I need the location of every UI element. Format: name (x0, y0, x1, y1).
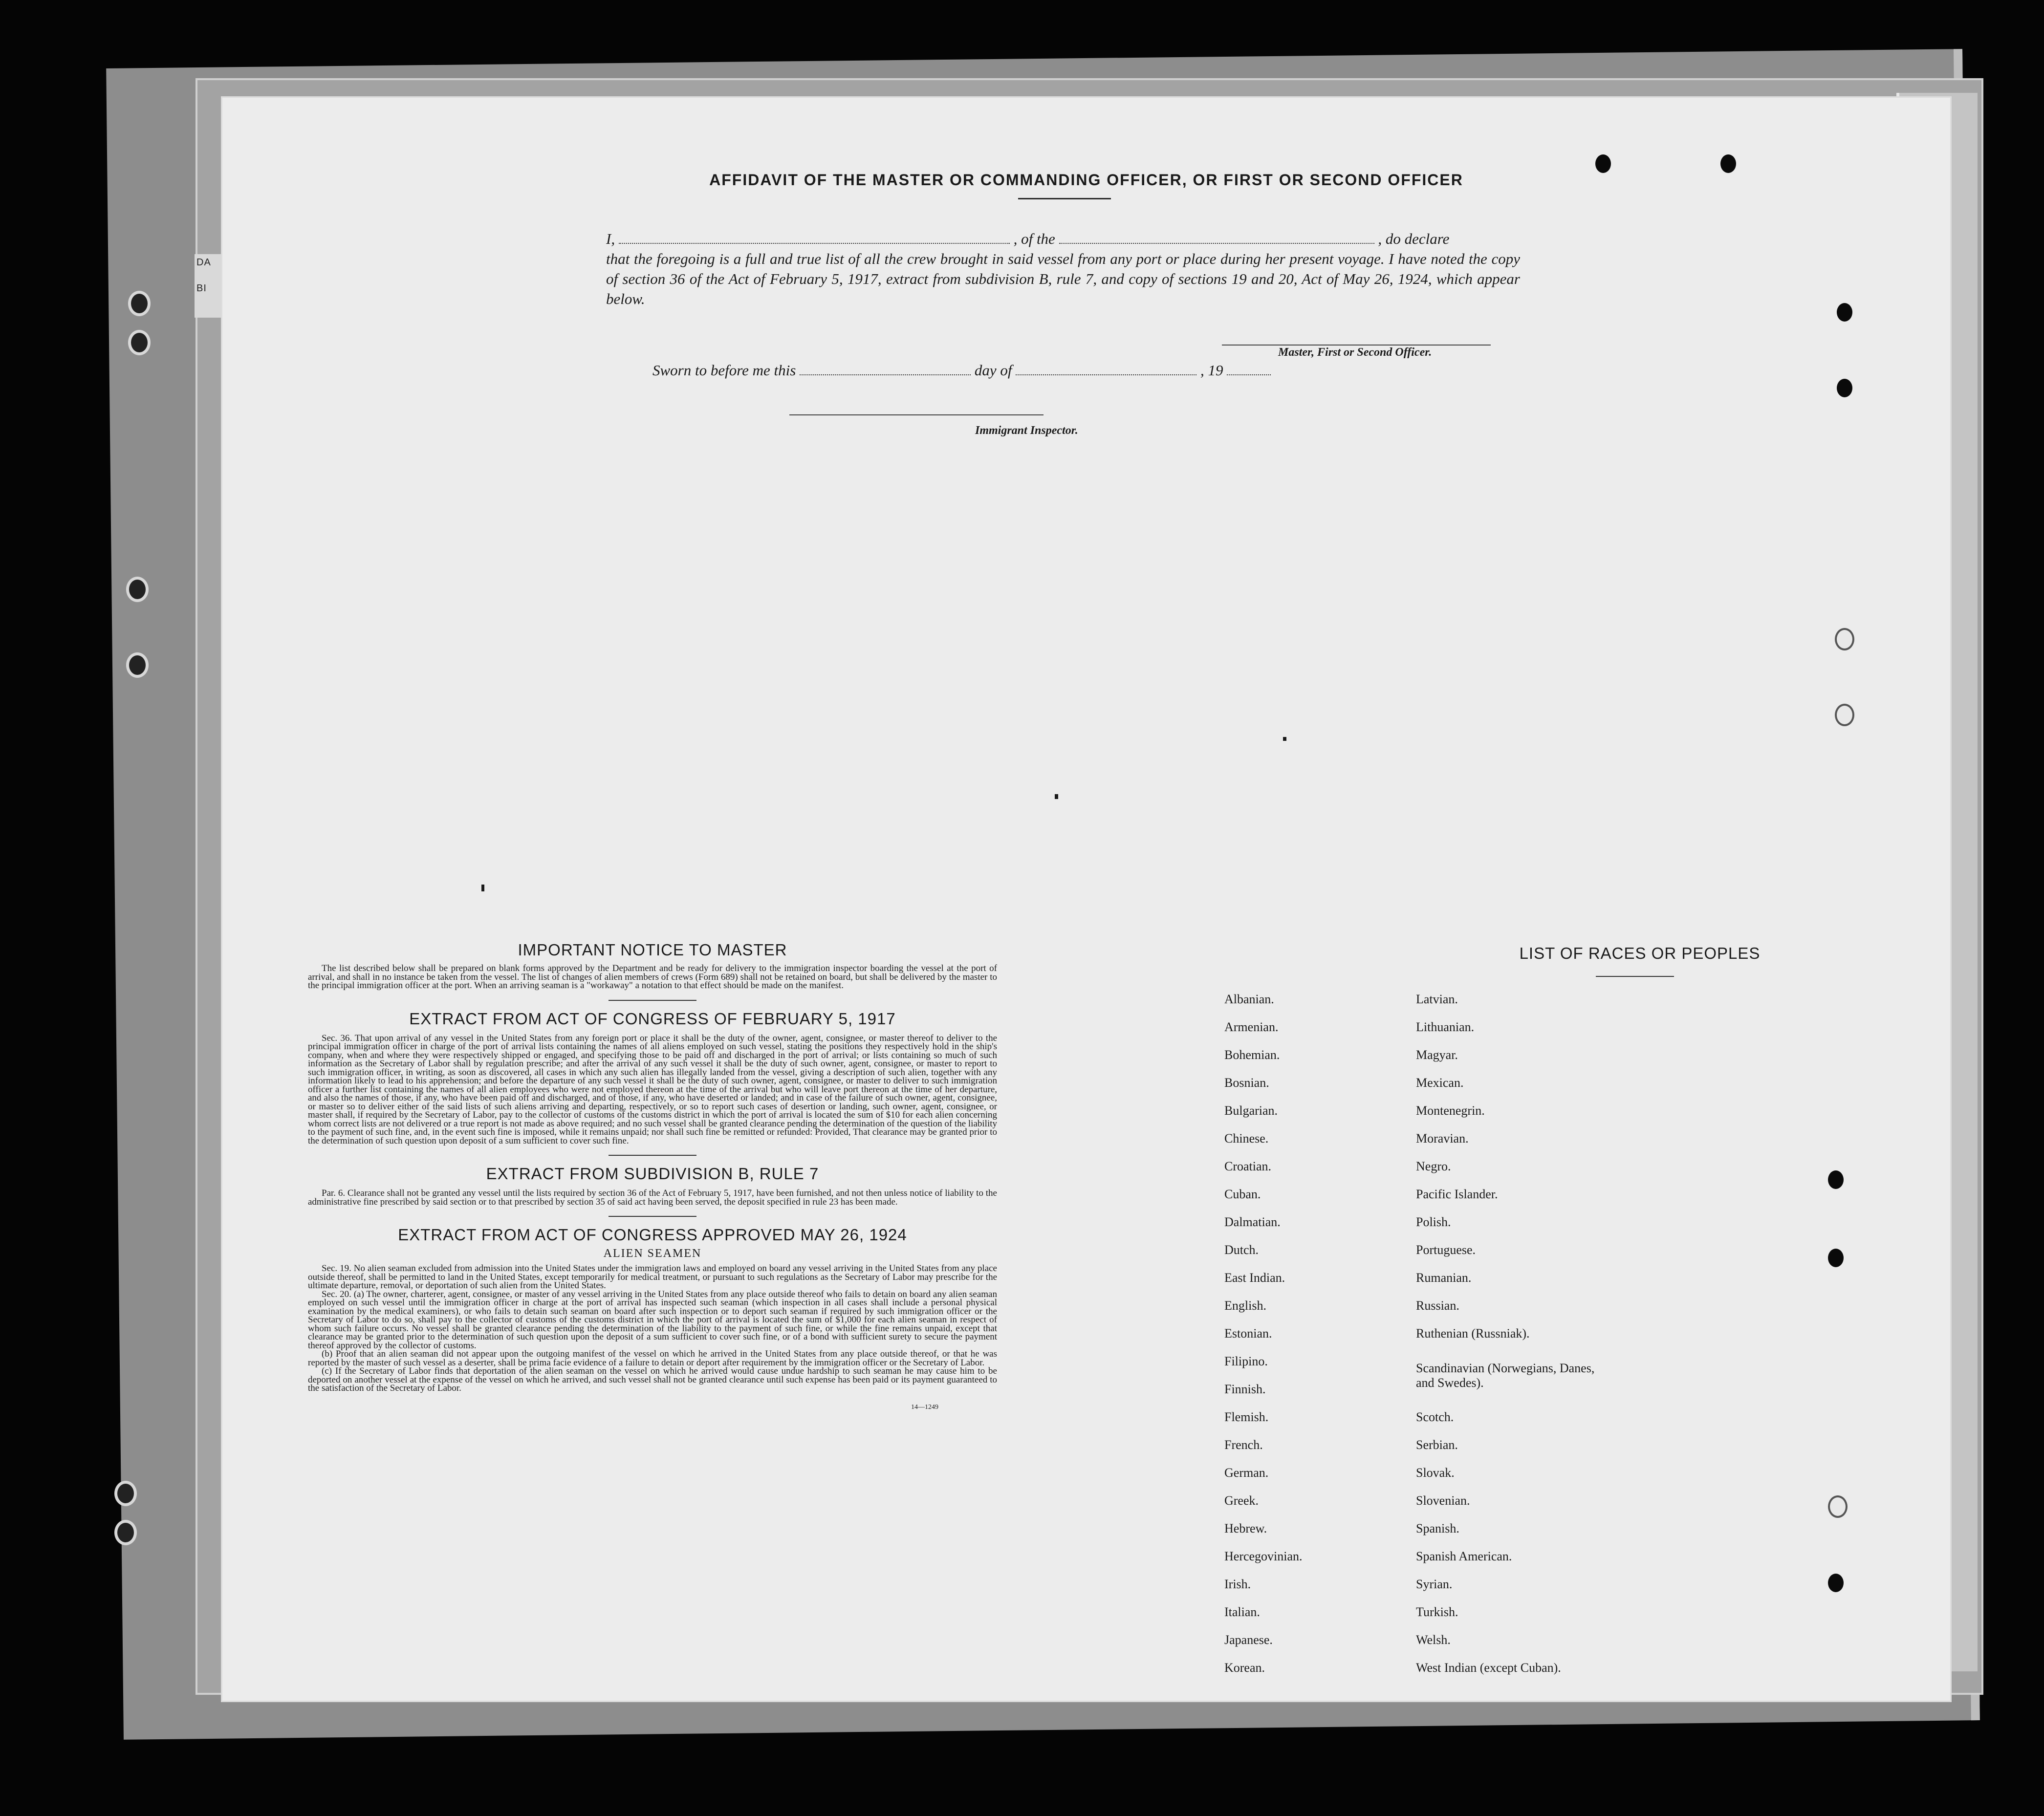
sec20a-text: Sec. 20. (a) The owner, charterer, agent, consignee, or master of any vessel arriving in the United States from any place outside thereof who fails to detain on board any alien seaman employed on such vessel until the immigration officer in charge at the port of arrival has inspected such seaman (which inspection in all cases shall include a personal physical examination by the medical examiners), or who fails to detain such seaman on board after such inspection or to deport such seaman if required by such immigration officer or the Secretary of Labor to do so, shall pay to the collector of customs of the customs district in which the port of arrival is located the sum of $1,000 for each alien seaman in respect of whom such failure occurs. No vessel shall be granted clearance pending the determination of the liability to the payment of such fine, or while the fine remains unpaid, except that clearance may be granted prior to the determination of such question upon the deposit of a sum sufficient to cover such fine, or of a bond with sufficient surety to secure the payment thereof approved by the collector of customs. (308, 1289, 997, 1351)
race-right: Slovenian. (1416, 1493, 1470, 1508)
race-left: Hercegovinian. (1224, 1549, 1303, 1563)
race-right: Welsh. (1416, 1633, 1451, 1647)
year-prefix: , 19 (1200, 362, 1223, 379)
race-right: Serbian. (1416, 1438, 1458, 1452)
race-left: German. (1224, 1466, 1269, 1480)
declare-label: , do declare (1378, 230, 1450, 247)
binding-hole (1835, 628, 1854, 650)
binding-hole (128, 330, 151, 355)
race-left: Armenian. (1224, 1020, 1279, 1034)
race-left: Chinese. (1224, 1131, 1269, 1146)
sworn-text: Sworn to before me this (652, 362, 796, 379)
race-left: Finnish. (1224, 1382, 1266, 1396)
race-left: Dalmatian. (1224, 1215, 1281, 1229)
title-rule (1018, 198, 1111, 199)
race-left: Croatian. (1224, 1159, 1272, 1173)
binding-hole (114, 1520, 137, 1545)
race-right: Portuguese. (1416, 1243, 1476, 1257)
binding-hole (1837, 303, 1852, 322)
rule7-text: Par. 6. Clearance shall not be granted any vessel until the lists required by section 36 of the Act of February 5, 1917, have been furnished, and not then unless notice of liability to the administrative fine prescribed by said section or to that prescribed by section 35 of said act having been served, the deposit specified in rule 23 has been made. (308, 1188, 997, 1207)
races-title: LIST OF RACES OR PEOPLES (1519, 944, 1761, 962)
section-rule (609, 1000, 696, 1001)
binding-hole (128, 291, 151, 316)
race-right: Negro. (1416, 1159, 1451, 1173)
binding-hole (126, 577, 149, 602)
sec20b-text: (b) Proof that an alien seaman did not appear upon the outgoing manifest of the vessel on which he arrived in the United States from any place outside thereof, or that he was reported by the master of such vessel as a deserter, shall be prima facie evidence of a failure to detain or deport after requirement by the immigration officer or the Secretary of Labor. (308, 1349, 997, 1368)
sec20c-text: (c) If the Secretary of Labor finds that deportation of the alien seaman on the vessel on which he arrived would cause undue hardship to such seaman he may cause him to be deported on another vessel at the expense of the vessel on which he arrived, and such vessel shall not be granted clearance until such expense has been paid or its payment guaranteed to the satisfaction of the Secretary of Labor. (308, 1366, 997, 1393)
notice-text: The list described below shall be prepared on blank forms approved by the Department and be ready for delivery to the immigration inspector boarding the vessel at the port of arrival, and shall in no instance be taken from the vessel. The list of changes of alien members of crews (Form 689) shall not be retained on board, but shall be delivered by the master to the principal immigration officer at the port. When an arriving seaman is a "workaway" a notation to that effect should be made on the manifest. (308, 963, 997, 991)
race-left: Hebrew. (1224, 1521, 1267, 1535)
affidavit-title: AFFIDAVIT OF THE MASTER OR COMMANDING OFFICER, OR FIRST OR SECOND OFFICER (709, 171, 1463, 189)
master-signature-label: Master, First or Second Officer. (1278, 346, 1432, 359)
sworn-year-blank[interactable] (1227, 374, 1271, 375)
race-left: Japanese. (1224, 1633, 1273, 1647)
race-left: Italian. (1224, 1605, 1260, 1619)
race-right: Slovak. (1416, 1466, 1455, 1480)
race-right: Latvian. (1416, 992, 1458, 1006)
section-rule (609, 1216, 696, 1217)
sworn-month-blank[interactable] (1016, 374, 1196, 375)
extract-1917-title: EXTRACT FROM ACT OF CONGRESS OF FEBRUARY 5, 1917 (409, 1009, 896, 1028)
race-right: Russian. (1416, 1298, 1459, 1313)
vessel-blank[interactable] (1059, 243, 1374, 244)
race-right: Turkish. (1416, 1605, 1458, 1619)
race-right: Spanish. (1416, 1521, 1459, 1535)
races-title-rule (1596, 976, 1674, 977)
race-right: West Indian (except Cuban). (1416, 1661, 1561, 1675)
binding-hole (1595, 154, 1611, 173)
extract-1917-text: Sec. 36. That upon arrival of any vessel in the United States from any foreign port or place it shall be the duty of the owner, agent, consignee, or master thereof to deliver to the principal immigration officer in charge of the port of arrival lists containing the names of all aliens employed on such vessel, stating the positions they respectively hold in the ship's company, when and where they were respectively shipped or engaged, and specifying those to be paid off and discharged in the port of arrival; or lists containing so much of such information as the Secretary of Labor shall by regulation prescribe; and after the arrival of any such vessel it shall be the duty of such owner, agent, consignee, or master to report to such immigration officer, in writing, as soon as discovered, all cases in which any such alien has illegally landed from the vessel, giving a description of such alien, together with any information likely to lead to his apprehension; and before the departure of any such vessel it shall be the duty of such owner, agent, consignee, or master to deliver to such immigration officer a further list containing the names of all alien employees who were not employed thereon at the time of the arrival but who will leave port thereon at the time of her departure, and also the names of those, if any, who have been paid off and discharged, and of those, if any, who have deserted or landed; and in case of the failure of such owner, agent, consignee, or master so to deliver either of the said lists of such aliens arriving and departing, respectively, or so to report such cases of desertion or landing, such owner, agent, consignee, or master shall, if required by the Secretary of Labor, pay to the collector of customs of the customs district in which the port of arrival is located the sum of $10 for each alien concerning whom correct lists are not delivered or a true report is not made as above required; and no such vessel shall be granted clearance pending the determination of the question of the liability to the payment of such fine, and, in the event such fine is imposed, while it remains unpaid; nor shall such fine be remitted or refunded: Provided, That clearance may be granted prior to the determination of such question upon deposit of a sum sufficient to cover such fine. (308, 1033, 997, 1146)
binding-hole (126, 652, 149, 678)
race-left: Albanian. (1224, 992, 1274, 1006)
day-of-label: day of (974, 362, 1012, 379)
race-left: Bulgarian. (1224, 1103, 1278, 1118)
stray-mark (1055, 794, 1058, 799)
stray-mark (1283, 737, 1286, 741)
race-right: Scotch. (1416, 1410, 1454, 1424)
race-right: Polish. (1416, 1215, 1451, 1229)
race-left: Bohemian. (1224, 1048, 1280, 1062)
race-right: Syrian. (1416, 1577, 1453, 1591)
stray-mark (481, 885, 484, 891)
of-the-label: , of the (1013, 230, 1055, 247)
notice-title: IMPORTANT NOTICE TO MASTER (518, 941, 787, 959)
race-right: Lithuanian. (1416, 1020, 1475, 1034)
pronoun-label: I, (606, 230, 615, 247)
affidavit-page (222, 98, 1950, 1701)
inspector-signature-label: Immigrant Inspector. (975, 424, 1078, 437)
affidavit-text: that the foregoing is a full and true list of all the crew brought in said vessel from any port or place during her present voyage. I have noted the copy of section 36 of the Act of February 5, 1917, extract from subdivision B, rule 7, and copy of sections 19 and 20, Act of May 26, 1924, which appear below. (606, 250, 1520, 307)
race-left: Dutch. (1224, 1243, 1259, 1257)
race-left: Irish. (1224, 1577, 1251, 1591)
name-blank[interactable] (619, 243, 1010, 244)
affidavit-first-line (606, 229, 1520, 249)
tab-letter: BI (196, 283, 207, 294)
inspector-signature-line[interactable] (789, 414, 1044, 415)
race-right: Spanish American. (1416, 1549, 1512, 1563)
affidavit-body (606, 229, 1520, 309)
race-left: Korean. (1224, 1661, 1265, 1675)
sec19-text: Sec. 19. No alien seaman excluded from admission into the United States under the immigration laws and employed on board any vessel arriving in the United States from any place outside thereof, shall be permitted to land in the United States, except temporarily for medical treatment, or pursuant to such regulations as the Secretary of Labor may prescribe for the ultimate departure, removal, or deportation of such alien from the United States. (308, 1263, 997, 1291)
rule7-title: EXTRACT FROM SUBDIVISION B, RULE 7 (486, 1165, 819, 1183)
race-left: Cuban. (1224, 1187, 1261, 1201)
alien-seamen-subtitle: ALIEN SEAMEN (603, 1247, 702, 1260)
race-right: Montenegrin. (1416, 1103, 1485, 1118)
race-right: Scandinavian (Norwegians, Danes, and Swedes). (1416, 1361, 1595, 1390)
sworn-line (652, 362, 1271, 379)
binding-hole (1837, 379, 1852, 397)
race-left: East Indian. (1224, 1271, 1285, 1285)
sworn-day-blank[interactable] (800, 374, 971, 375)
section-rule (609, 1155, 696, 1156)
race-right: Moravian. (1416, 1131, 1469, 1146)
race-left: French. (1224, 1438, 1263, 1452)
race-right: Pacific Islander. (1416, 1187, 1498, 1201)
tab-letter: DA (196, 257, 211, 268)
binding-hole (1828, 1574, 1844, 1592)
binding-hole (114, 1481, 137, 1506)
race-right: Ruthenian (Russniak). (1416, 1326, 1530, 1340)
index-tab (195, 254, 223, 318)
binding-hole (1828, 1249, 1844, 1267)
binding-hole (1720, 154, 1736, 173)
race-right: Magyar. (1416, 1048, 1458, 1062)
race-left: Greek. (1224, 1493, 1259, 1508)
race-left: Bosnian. (1224, 1076, 1269, 1090)
notice-column (308, 941, 997, 1411)
race-left: English. (1224, 1298, 1266, 1313)
form-number: 14—1249 (911, 1403, 938, 1411)
race-left: Flemish. (1224, 1410, 1269, 1424)
race-right: Mexican. (1416, 1076, 1464, 1090)
binding-hole (1828, 1170, 1844, 1189)
extract-1924-title: EXTRACT FROM ACT OF CONGRESS APPROVED MAY 26, 1924 (398, 1226, 907, 1244)
master-signature-line[interactable] (1222, 345, 1491, 346)
binding-hole (1828, 1495, 1848, 1518)
binding-hole (1835, 704, 1854, 726)
race-right: Rumanian. (1416, 1271, 1472, 1285)
race-left: Estonian. (1224, 1326, 1272, 1340)
race-left: Filipino. (1224, 1354, 1268, 1368)
